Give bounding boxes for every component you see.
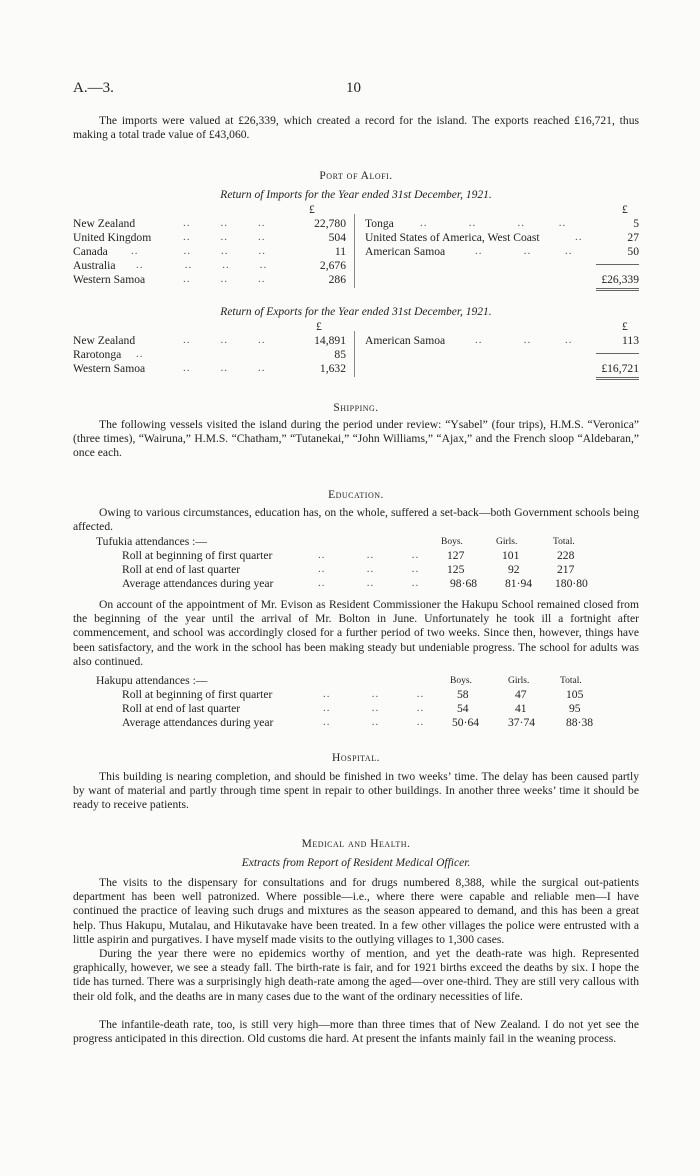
medical-paragraph-1: The visits to the dispensary for consultations and for drugs numbered 8,388, while the surgical out-patients department has been well patronized. Where possible—i.e., where there were capable and reliable men—I have continued the practice of leaving such drugs and mixtures as the season appeared to demand, and this has been a great help. Thus Hakupu, Mutalau, and Hikutavake have been treated. In a few other villages the police were entrusted with a little aspirin and purgatives. I have myself made visits to the outlying villages to 1,300 cases.: [73, 876, 639, 946]
imports-currency-left: £: [309, 203, 315, 216]
hospital-heading: Hospital.: [332, 752, 380, 764]
import-country: Western Samoa: [73, 273, 146, 286]
total-rule: [596, 290, 639, 291]
table-row-label: Average attendances during year: [122, 716, 274, 729]
imports-caption: Return of Imports for the Year ended 31st December, 1921.: [220, 189, 492, 201]
export-country: New Zealand: [73, 334, 136, 347]
total-header: Total.: [553, 537, 575, 547]
hakupu-label: Hakupu attendances :—: [96, 674, 208, 687]
boys-value: 58: [457, 688, 469, 701]
total-value: 88·38: [566, 716, 594, 729]
boys-value: 125: [447, 563, 465, 576]
hospital-paragraph: This building is nearing completion, and should be finished in two weeks’ time. The delay has been caused partly by want of material and partly through time spent in repair to other buildings. In another three weeks’ time it should be ready to receive patients.: [73, 770, 639, 812]
medical-paragraph-2: During the year there were no epidemics worthy of mention, and yet the death-rate was high. Represented graphically, however, we see a steady fall. The birth-rate is fair, and for 1921 births exceed the deaths by six. I hope the tide has turned. There was a surprisingly high death-rate among the aged—over one-third. They are still very callous with their old folk, and the deaths are in many cases due to the want of the ordinary necessities of life.: [73, 947, 639, 1003]
girls-value: 81·94: [505, 577, 533, 590]
girls-value: 101: [502, 549, 520, 562]
boys-value: 98·68: [450, 577, 478, 590]
total-value: 105: [566, 688, 584, 701]
import-country: New Zealand: [73, 217, 136, 230]
table-row-label: Roll at beginning of first quarter: [122, 688, 273, 701]
total-header: Total.: [560, 676, 582, 686]
import-country: Canada: [73, 245, 108, 258]
medical-subtitle: Extracts from Report of Resident Medical Officer.: [241, 857, 471, 869]
shipping-heading: Shipping.: [333, 402, 379, 414]
hakupu-paragraph: On account of the appointment of Mr. Evison as Resident Commissioner the Hakupu School remained closed from the beginning of the year until the arrival of Mr. Bolton in June. Unfortunately he took ill a fortnight after commencement, and school was accordingly closed for a further period of two weeks. Since then, however, things have been satisfactory, and the work in the school has been making steady but undeniable progress. The school for adults was also continued.: [73, 598, 639, 668]
exports-caption: Return of Exports for the Year ended 31st December, 1921.: [220, 306, 492, 318]
girls-value: 92: [508, 563, 520, 576]
total-value: 217: [557, 563, 575, 576]
import-country: United Kingdom: [73, 231, 152, 244]
table-row-label: Roll at beginning of first quarter: [122, 549, 273, 562]
export-country: American Samoa: [365, 334, 446, 347]
import-country: Tonga: [365, 217, 394, 230]
import-value: 5: [633, 217, 639, 230]
import-value: 286: [328, 273, 346, 286]
table-row-label: Roll at end of last quarter: [122, 702, 241, 715]
import-country: Australia: [73, 259, 116, 272]
girls-value: 41: [515, 702, 527, 715]
import-value: 11: [334, 245, 346, 258]
import-value: 27: [627, 231, 639, 244]
medical-paragraph-3: The infantile-death rate, too, is still very high—more than three times that of New Zealand. I do not yet see the progress anticipated in this direction. Old customs die hard. At present the infants mainly fail in the weaning process.: [73, 1018, 639, 1046]
boys-value: 50·64: [452, 716, 480, 729]
medical-heading: Medical and Health.: [301, 838, 411, 850]
exports-currency-right: £: [622, 320, 628, 333]
exports-total: £16,721: [601, 362, 639, 375]
total-value: 228: [557, 549, 575, 562]
girls-value: 37·74: [508, 716, 536, 729]
boys-header: Boys.: [441, 537, 463, 547]
column-divider: [354, 331, 355, 377]
intro-paragraph: The imports were valued at £26,339, which created a record for the island. The exports reached £16,721, thus making a total trade value of £43,060.: [73, 114, 639, 142]
import-value: 2,676: [319, 259, 346, 272]
document-reference: A.—3.: [73, 80, 114, 96]
table-row-label: Roll at end of last quarter: [122, 563, 241, 576]
import-value: 22,780: [314, 217, 346, 230]
boys-value: 54: [457, 702, 469, 715]
export-value: 1,632: [319, 362, 346, 375]
export-country: Western Samoa: [73, 362, 146, 375]
column-divider: [354, 214, 355, 288]
total-value: 95: [569, 702, 581, 715]
boys-header: Boys.: [450, 676, 472, 686]
exports-currency-left: £: [316, 320, 322, 333]
export-value: 85: [334, 348, 346, 361]
girls-header: Girls.: [508, 676, 530, 686]
table-row-label: Average attendances during year: [122, 577, 274, 590]
port-heading: Port of Alofi.: [319, 170, 393, 182]
imports-total: £26,339: [601, 273, 639, 286]
import-country: United States of America, West Coast: [365, 231, 540, 244]
girls-value: 47: [515, 688, 527, 701]
export-value: 113: [622, 334, 639, 347]
shipping-paragraph: The following vessels visited the island during the period under review: “Ysabel” (four trips), H.M.S. “Veronica” (three times), “Wairuna,” H.M.S. “Chatham,” “Tutanekai,” “John Williams,” “Ajax,” and the French sloop “Aldebaran,” once each.: [73, 418, 639, 460]
total-rule: [596, 353, 639, 354]
education-paragraph: Owing to various circumstances, education has, on the whole, suffered a set-back—both Government schools being affected.: [73, 506, 639, 534]
total-rule: [596, 379, 639, 380]
education-heading: Education.: [328, 489, 384, 501]
import-value: 504: [328, 231, 346, 244]
document-page: A.—3. 10 The imports were valued at £26,339, which created a record for the island. The exports reached £16,721, thus making a total trade value of £43,060. Port of Alofi. Return of Imports for the Year ended 31st December, 1921. £ £ New Zealand .. .. .. 22,780 United Kingdom .. .. .. 504 Canada .. .. .. .. 11 Australia .. .. .. .. 2,676 Western Samoa .. .. .. 286 Tonga .. .. .. .. 5 United States of America, West Coast .. 27 American Samoa .. .. .. 50 £26,339 Return of Exports for the Year ended 31st December, 1921. £ £ New Zealand .. .. .. 14,891 Rarotonga .. 85 Western Samoa .. .. .. 1,632 American Samoa .. .. .. 113 £16,721 Shipping. The following vessels visited the island during the period under review: “Ysabel” (four trips), H.M.S. “Veronica” (three times), “Wairuna,” H.M.S. “Chatham,” “Tutanekai,” “John Williams,” “Ajax,” and the French sloop “Aldebaran,” once each. Education. Owing to various circumstances, education has, on the whole, suffered a set-back—both Government schools being affected. Tufukia attendances :— Boys. Girls. Total. Roll at beginning of first quarter .. .. .. 127 101 228 Roll at end of last quarter .. .. .. 125 92 217 Average attendances during year .. .. .. 98·68 81·94 180·80 On account of the appointment of Mr. Evison as Resident Commissioner the Hakupu School remained closed from the beginning of the year until the arrival of Mr. Bolton in June. Unfortunately he took ill a fortnight after commencement, and school was accordingly closed for a further period of two weeks. Since then, however, things have been satisfactory, and the work in the school has been making steady but undeniable progress. The school for adults was also continued. Hakupu attendances :— Boys. Girls. Total. Roll at beginning of first quarter .. .. .. 58 47 105 Roll at end of last quarter .. .. .. 54 41 95 Average attendances during year .. .. .. 50·64 37·74 88·38 Hospital. This building is nearing completion, and should be finished in two weeks’ time. The delay has been caused partly by want of material and partly through time spent in repair to other buildings. In another three weeks’ time it should be ready to receive patients. Medical and Health. Extracts from Report of Resident Medical Officer. The visits to the dispensary for consultations and for drugs numbered 8,388, while the surgical out-patients department has been well patronized. Where possible—i.e., where there were capable and reliable men—I have continued the practice of leaving such drugs and mixtures as the season appeared to demand, and this has been a great help. Thus Hakupu, Mutalau, and Hikutavake have been treated. In a few other villages the police were entrusted with a little aspirin and purgatives. I have myself made visits to the outlying villages to 1,300 cases. During the year there were no epidemics worthy of mention, and yet the death-rate was high. Represented graphically, however, we see a steady fall. The birth-rate is fair, and for 1921 births exceed the deaths by six. I hope the tide has turned. There was a surprisingly high death-rate among the aged—over one-third. They are still very callous with their old folk, and the deaths are in many cases due to the want of the ordinary necessities of life. The infantile-death rate, too, is still very high—more than three times that of New Zealand. I do not yet see the progress anticipated in this direction. Old customs die hard. At present the infants mainly fail in the weaning process.: [73, 80, 639, 1046]
total-rule: [596, 377, 639, 378]
girls-header: Girls.: [496, 537, 518, 547]
total-rule: [596, 264, 639, 265]
import-country: American Samoa: [365, 245, 446, 258]
export-value: 14,891: [314, 334, 346, 347]
total-value: 180·80: [555, 577, 588, 590]
boys-value: 127: [447, 549, 465, 562]
total-rule: [596, 288, 639, 289]
imports-currency-right: £: [622, 203, 628, 216]
page-number: 10: [346, 80, 361, 96]
import-value: 50: [627, 245, 639, 258]
export-country: Rarotonga: [73, 348, 122, 361]
tufukia-label: Tufukia attendances :—: [96, 535, 207, 548]
